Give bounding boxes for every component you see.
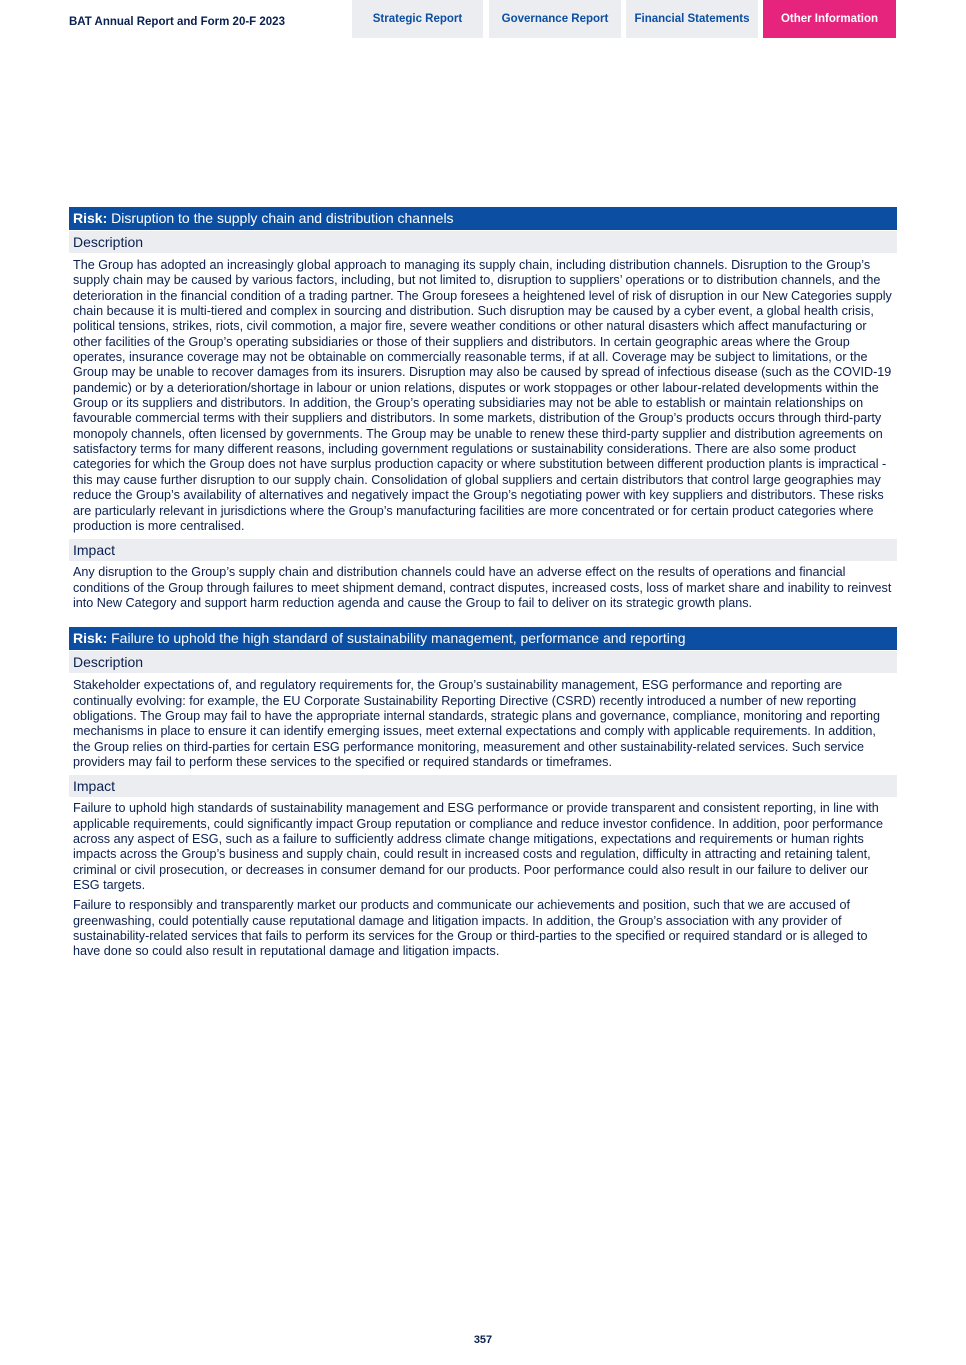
impact-text: Failure to responsibly and transparently market our products and communicate our achievements and position, such that we are accused of greenwashing, could potentially cause reputational damage and litigation impacts. In addition, the Group’s association with any provider of sustainability-related services that fails to perform its services for the Group or third-parties to the specified or required standard or is alleged to have done so could also result in reputational damage and litigation impacts. — [73, 898, 868, 959]
risk-label: Risk: — [73, 210, 112, 226]
impact-heading: Impact — [69, 775, 897, 797]
risk-content — [69, 207, 897, 965]
impact-heading: Impact — [69, 539, 897, 561]
tab-governance-report[interactable]: Governance Report — [489, 0, 621, 38]
tab-strategic-report[interactable]: Strategic Report — [352, 0, 483, 38]
description-heading: Description — [69, 231, 897, 253]
risk-title: Failure to uphold the high standard of sustainability management, performance and reporting — [111, 630, 686, 647]
risk-heading — [69, 207, 897, 230]
tab-other-information[interactable]: Other Information — [763, 0, 896, 38]
risk-title: Disruption to the supply chain and distribution channels — [111, 210, 454, 226]
impact-text: Any disruption to the Group’s supply chain and distribution channels could have an adverse effect on the results of operations and financial conditions of the Group through failures to meet shipment demand, contract disputes, increased costs, loss of market share and inability to reinvest into New Category and support harm reduction agenda and cause the Group to fail to deliver on its strategic growth plans. — [73, 565, 892, 610]
description-text: Stakeholder expectations of, and regulatory requirements for, the Group’s sustainability management, ESG performance and reporting are continually evolving: for example, the EU Corporate Sustainability Reporting Directive (CSRD) recently introduced a number of new reporting obligations. The Group may fail to have the appropriate internal standards, strategic plans and governance, compliance, monitoring and reporting mechanisms in place to ensure it can identify emerging issues, meet external expectations and comply with applicable requirements. In addition, the Group relies on third-parties for certain ESG performance monitoring, measurement and other sustainability-related services. Such service providers may fail to perform these services to the specified or required standards or timeframes. — [73, 678, 880, 769]
description-heading: Description — [69, 651, 897, 673]
page-number: 357 — [473, 1334, 493, 1346]
impact-text: Failure to uphold high standards of sustainability management and ESG performance or provide transparent and consistent reporting, in line with applicable requirements, could significantly impact Group reputation or compliance and reduce investor confidence. In addition, poor performance across any aspect of ESG, such as a failure to sufficiently address climate change mitigations, expectations and requirements or human rights impacts across the Group’s business and supply chain, could result in increased costs and regulation, difficulty in attracting and retaining talent, criminal or civil prosecution, or decreases in consumer demand for our products. Poor performance could also result in our failure to deliver our ESG targets. — [73, 801, 883, 892]
document-title: BAT Annual Report and Form 20-F 2023 — [69, 16, 285, 28]
description-text: The Group has adopted an increasingly global approach to managing its supply chain, including distribution channels. Disruption to the Group’s supply chain may be caused by various factors, including, but not limited to, disruption to suppliers’ operations or to distribution channels, and the deterioration in the financial condition of a trading partner. The Group foresees a heightened level of risk of disruption in our New Categories supply chain because it is multi-tiered and complex in sourcing and distribution. Such disruption may be caused by a cyber event, a global health crisis, political tensions, strikes, riots, civil commotion, a major fire, severe weather conditions or other natural disasters which affect manufacturing or other facilities of the Group’s operating subsidiaries or those of their suppliers and distributors. In certain geographic areas where the Group operates, insurance coverage may not be obtainable on commercially reasonable terms, if at all. Coverage may be subject to limitations, or the Group may be unable to recover damages from its insurers. Disruption may also be caused by spread of infectious disease (such as the COVID-19 pandemic) or by a deterioration/shortage in labour or union relations, disputes or work stoppages or other labour-related developments within the Group or its suppliers and distributors. In addition, the Group’s operating subsidiaries may not be able to establish or maintain relationships on favourable commercial terms with their suppliers and distributors. In some markets, distribution of the Group’s products occurs through third-party monopoly channels, often licensed by governments. The Group may be unable to renew these third-party supplier and distribution agreements on satisfactory terms for many different reasons, including government regulations or sustainability considerations. There are also some product categories for which the Group does not have surplus production capacity or where substitution between different production plants is impractical - this may cause further disruption to our supply chain. Consolidation of global suppliers and certain distributors that control large geographies may reduce the Group’s availability of alternatives and negatively impact the Group’s negotiating power with key suppliers and distributors. These risks are particularly relevant in jurisdictions where the Group’s manufacturing facilities are more concentrated or for certain product categories where production is more centralised. — [73, 258, 892, 533]
tab-financial-statements[interactable]: Financial Statements — [626, 0, 758, 38]
risk-heading — [69, 627, 897, 650]
risk-label: Risk: — [73, 630, 112, 647]
